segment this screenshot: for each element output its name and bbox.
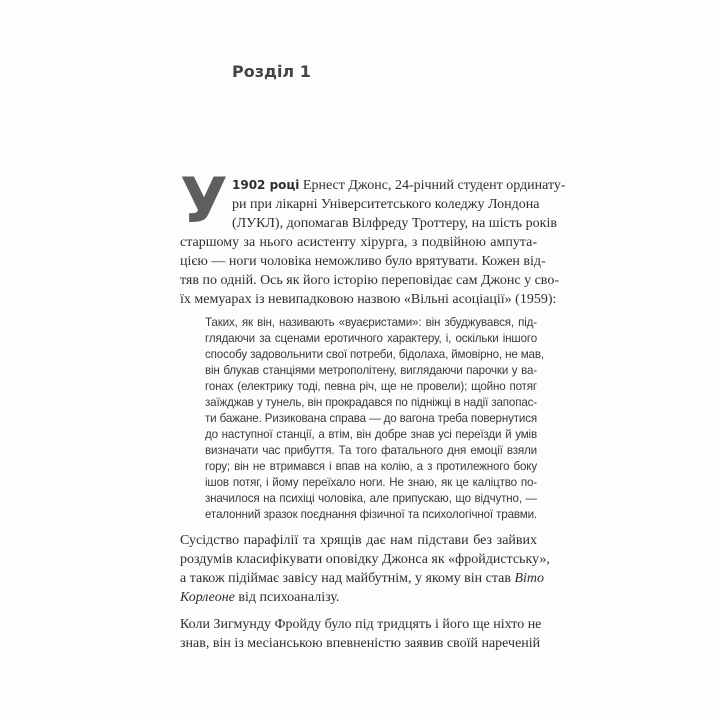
text-line: (ЛУКЛ), допомагав Вілфреду Троттеру, на шість років (232, 216, 557, 231)
text-line: знав, він із месіанською впевненістю заявив своїй нареченій (180, 636, 541, 651)
quote-line: значилося на психіці чоловіка, але припускаю, що відчутно, — (205, 492, 537, 505)
quote-line: глядаючи за сценами еротичного характеру, і, оскільки іншого (205, 332, 537, 345)
quote-line: Таких, як він, називають «вуаєристами»: він збуджувався, під- (205, 316, 537, 329)
text-line: роздумів класифікувати оповідку Джонса як «фройдистську», (180, 552, 550, 567)
text-segment: Ернест Джонс, 24-річний студент ординату- (299, 178, 566, 193)
italic-name: Віто (514, 571, 545, 586)
text-line: ри при лікарні Університетського коледжу Лондона (232, 197, 540, 212)
quote-line: до наступної станції, а втім, він добре знав усі переїзди й умів (205, 428, 537, 441)
quote-line: ти бажане. Ризикована справа — до вагона треба повернутися (205, 412, 537, 425)
bold-year: 1902 році (232, 178, 300, 192)
italic-name: Корлеоне (180, 590, 235, 605)
quote-line: заїжджав у тунель, він прокрадався по підніжці в надії запопас- (205, 396, 537, 409)
text-segment: а також підіймає завісу над майбутнім, у якому він став (180, 571, 515, 586)
drop-cap: У (180, 164, 228, 237)
text-line (180, 588, 537, 607)
quote-line: еталонний зразок поєднання фізичної та психологічної травми. (205, 508, 537, 521)
text-line (180, 569, 545, 588)
text-line: цією — ноги чоловіка неможливо було врятувати. Кожен від- (180, 254, 546, 269)
text-line: тяв по одній. Ось як його історію переповідає сам Джонс у сво- (180, 273, 559, 288)
quote-line: гонах (електрику тоді, певна річ, ще не провели); щойно потяг (205, 380, 537, 393)
text-line: старшому за нього асистенту хірурга, з подвійною ампута- (180, 235, 537, 250)
quote-line: ішов потяг, і йому переїхало ноги. Не знаю, як це каліцтво по- (205, 476, 537, 489)
quote-line: визначати час прибуття. Та того фатального дня емоції взяли (205, 444, 537, 457)
text-line: Сусідство парафілії та хрящів дає нам підстави без зайвих (180, 533, 537, 548)
quote-line: він блукав станціями метрополітену, виглядаючи парочки у ва- (205, 364, 537, 377)
chapter-heading: Розділ 1 (232, 62, 311, 81)
text-line: їх мемуарах із невипадковою назвою «Вільні асоціації» (1959): (180, 292, 557, 307)
text-line: Коли Зигмунду Фройду було під тридцять і його ще ніхто не (180, 617, 542, 632)
quote-line: гору; він не втримався і впав на колію, а з протилежного боку (205, 460, 537, 473)
text-segment: від психоаналізу. (234, 590, 340, 605)
quote-line: способу задовольнити свої потреби, бідолаха, ймовірно, не мав, (205, 348, 544, 361)
text-line (232, 176, 566, 195)
